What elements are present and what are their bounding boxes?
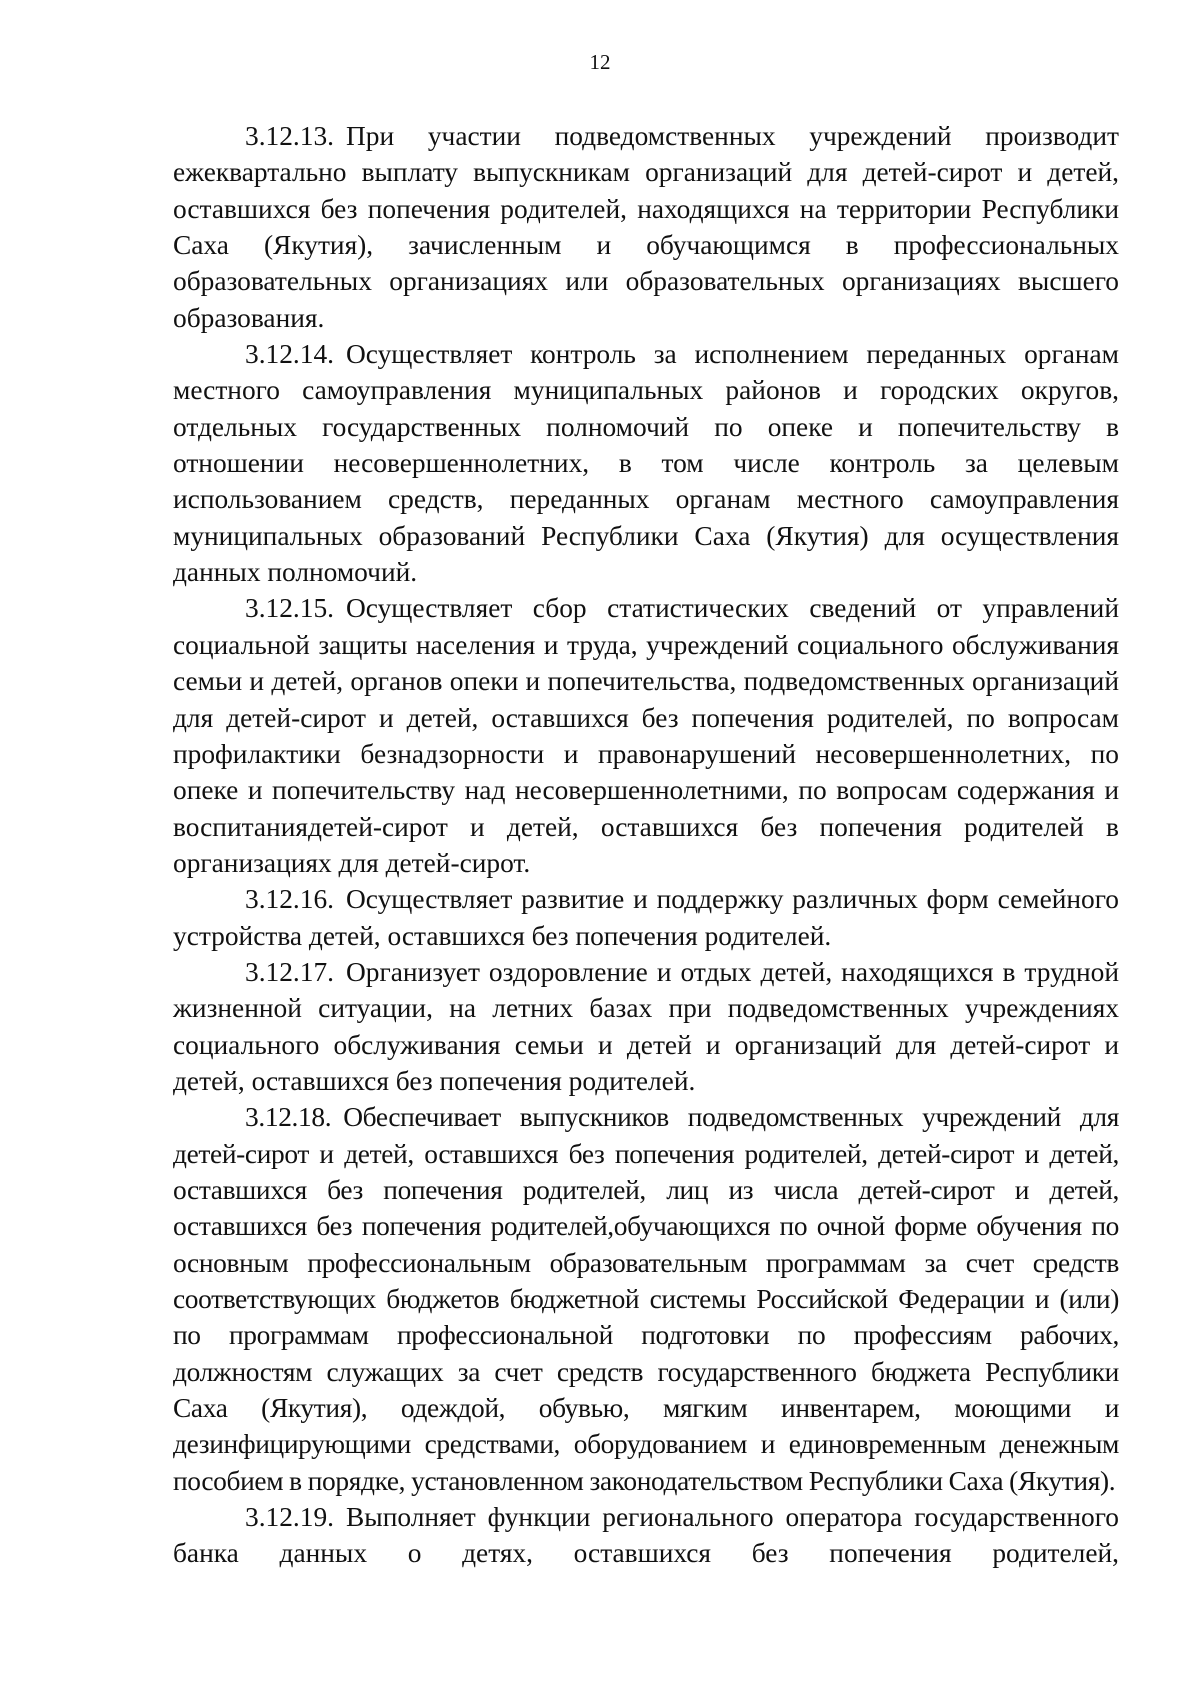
paragraph-3-12-14 — [173, 336, 1119, 590]
paragraph-number: 3.12.13. — [245, 121, 335, 151]
paragraph-number: 3.12.16. — [245, 884, 335, 915]
paragraph-3-12-15 — [173, 590, 1119, 881]
paragraph-3-12-13 — [173, 118, 1119, 336]
paragraph-text: Осуществляет сбор статистических сведений от управлений социальной защиты населения и труда, учреждений социального обслуживания семьи и детей, органов опеки и попечительства, подведомственных организаций для детей-сирот и детей, оставшихся без попечения родителей, по вопросам профилактики безнадзорности и правонарушений несовершеннолетних, по опеке и попечительству над несовершеннолетними, по вопросам содержания и воспитаниядетей-сирот и детей, оставшихся без попечения родителей в организациях для детей-сирот. — [173, 593, 1119, 878]
paragraph-3-12-17 — [173, 954, 1119, 1099]
document-body — [173, 118, 1119, 1572]
paragraph-text: При участии подведомственных учреждений производит ежеквартально выплату выпускникам организаций для детей-сирот и детей, оставшихся без попечения родителей, находящихся на территории Республики Саха (Якутия), зачисленным и обучающимся в профессиональных образовательных организациях или образовательных организациях высшего образования. — [173, 121, 1119, 333]
paragraph-number: 3.12.15. — [245, 593, 335, 624]
paragraph-3-12-18 — [173, 1099, 1119, 1499]
paragraph-number: 3.12.14. — [245, 339, 335, 370]
paragraph-3-12-16 — [173, 881, 1119, 954]
paragraph-text: Организует оздоровление и отдых детей, находящихся в трудной жизненной ситуации, на летних базах при подведомственных учреждениях социального обслуживания семьи и детей и организаций для детей-сирот и детей, оставшихся без попечения родителей. — [173, 956, 1119, 1096]
paragraph-number: 3.12.19. — [245, 1502, 335, 1533]
paragraph-number: 3.12.18. — [245, 1102, 332, 1133]
paragraph-text: Обеспечивает выпускников подведомственных учреждений для детей-сирот и детей, оставшихся без попечения родителей, детей-сирот и детей, оставшихся без попечения родителей, лиц из числа детей-сирот и детей, оставшихся без попечения родителей,обучающихся по очной форме обучения по основным профессиональным образовательным программам за счет средств соответствующих бюджетов бюджетной системы Российской Федерации и (или) по программам профессиональной подготовки по профессиям рабочих, должностям служащих за счет средств государственного бюджета Республики Саха (Якутия), одеждой, обувью, мягким инвентарем, моющими и дезинфицирующими средствами, оборудованием и единовременным денежным пособием в порядке, установленном законодательством Республики Саха (Якутия). — [173, 1102, 1119, 1496]
paragraph-text: Осуществляет развитие и поддержку различных форм семейного устройства детей, оставшихся без попечения родителей. — [173, 884, 1119, 951]
paragraph-text: Выполняет функции регионального оператора государственного банка данных о детях, оставшихся без попечения родителей, — [173, 1502, 1119, 1569]
page-number: 12 — [589, 50, 611, 74]
paragraph-number: 3.12.17. — [245, 956, 335, 987]
paragraph-text: Осуществляет контроль за исполнением переданных органам местного самоуправления муниципальных районов и городских округов, отдельных государственных полномочий по опеке и попечительству в отношении несовершеннолетних, в том числе контроль за целевым использованием средств, переданных органам местного самоуправления муниципальных образований Республики Саха (Якутия) для осуществления данных полномочий. — [173, 339, 1119, 588]
paragraph-3-12-19 — [173, 1499, 1119, 1572]
